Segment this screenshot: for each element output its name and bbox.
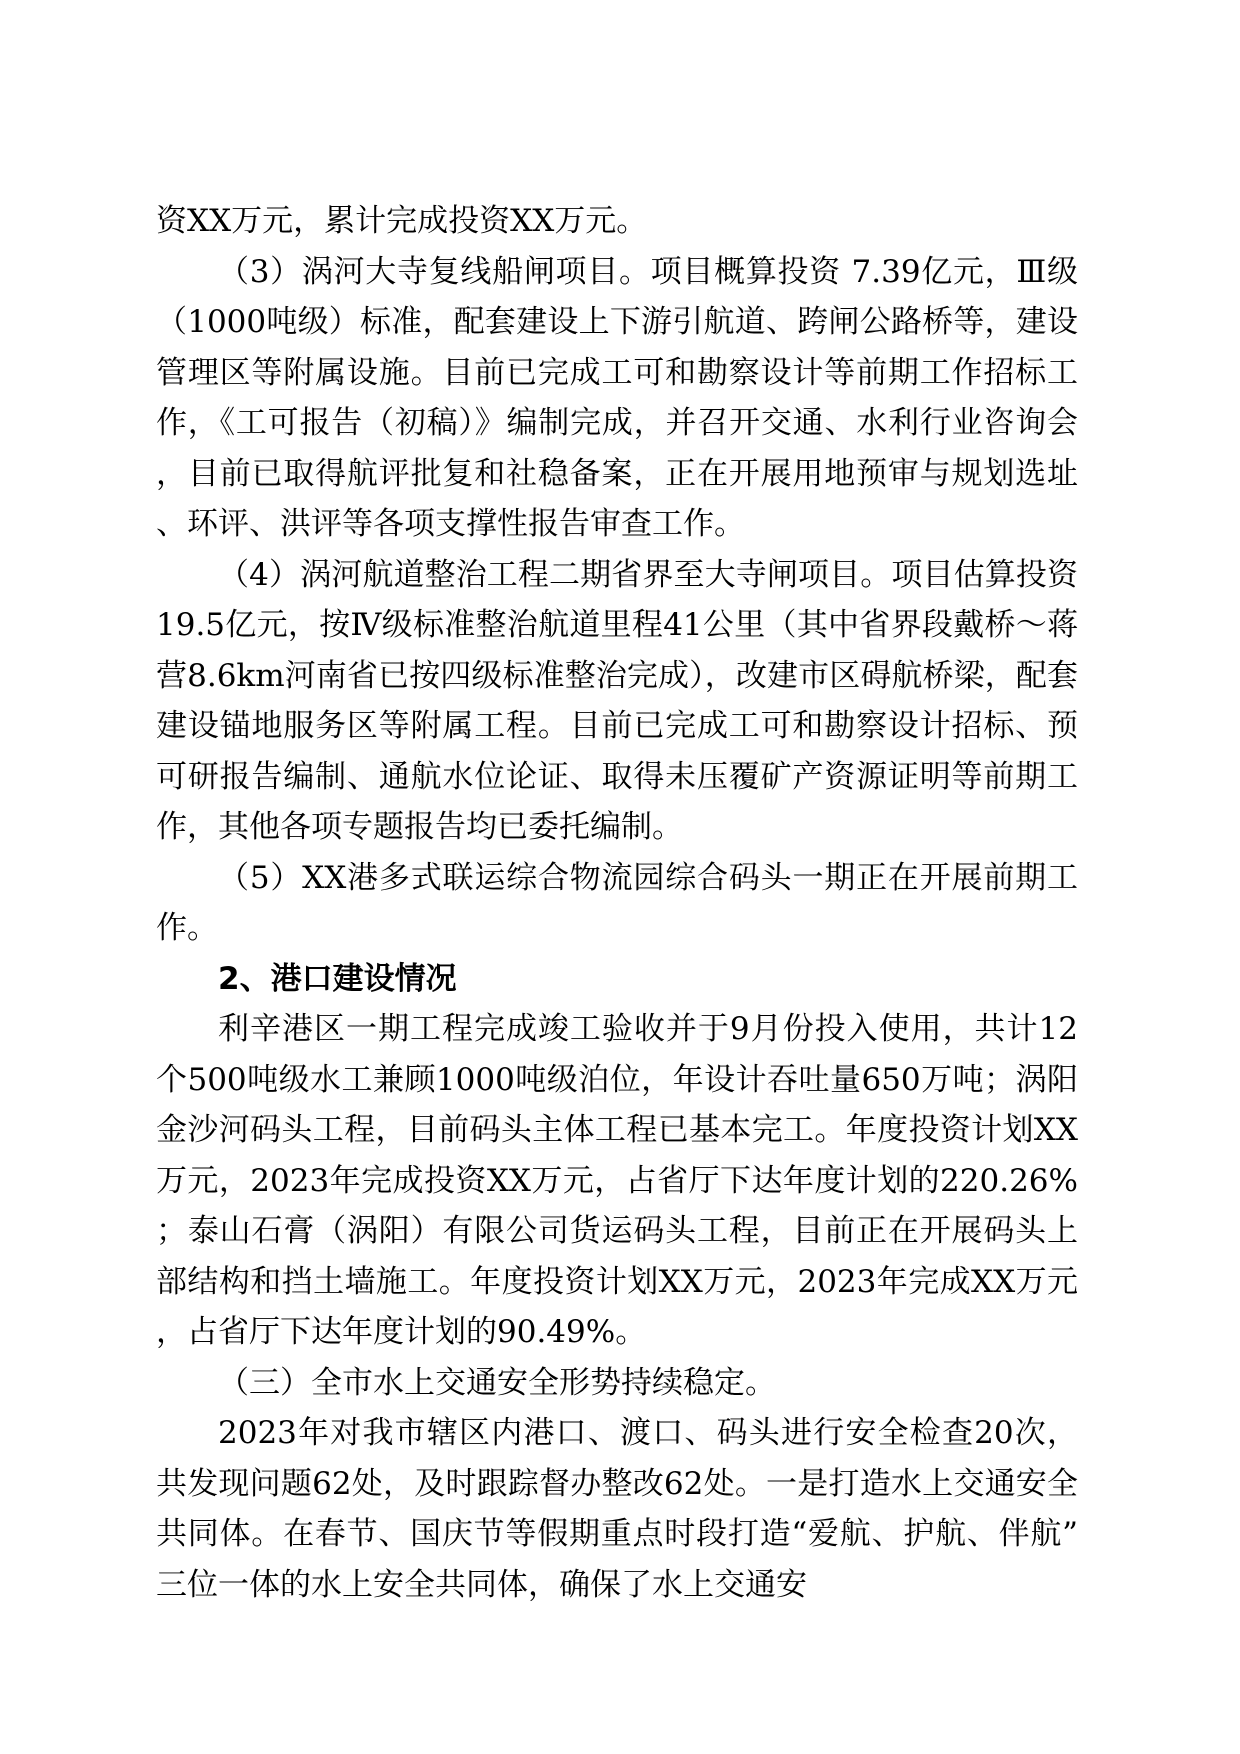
section-heading-water-safety: （三）全市水上交通安全形势持续稳定。 [218,1364,776,1401]
paragraph-item-5-logistics: （5）XX港多式联运综合物流园综合码头一期正在开展前期工作。 [156,859,1078,946]
paragraph-item-3-shiplock: （3）涡河大寺复线船闸项目。项目概算投资 7.39亿元，Ⅲ级（1000吨级）标准，配套建设上下游引航道、跨闸公路桥等，建设管理区等附属设施。目前已完成工可和勘察设计等前期工作招标工作，《工可报告（初稿）》编制完成，并召开交通、水利行业咨询会，目前已取得航评批复和社稳备案，正在开展用地预审与规划选址、环评、洪评等各项支撑性报告审查工作。 [156,253,1078,542]
paragraph-investment-continued: 资XX万元，累计完成投资XX万元。 [156,203,648,239]
document-body [156,196,1078,1610]
paragraph-water-safety: 2023年对我市辖区内港口、渡口、码头进行安全检查20次，共发现问题62处，及时跟踪督办整改62处。一是打造水上交通安全共同体。在春节、国庆节等假期重点时段打造“爱航、护航、伴航”三位一体的水上安全共同体，确保了水上交通安 [156,1415,1078,1603]
paragraph-item-4-waterway: （4）涡河航道整治工程二期省界至大寺闸项目。项目估算投资19.5亿元，按Ⅳ级标准整治航道里程41公里（其中省界段戴桥～蒋营8.6km河南省已按四级标准整治完成），改建市区碍航桥梁，配套建设锚地服务区等附属工程。目前已完成工可和勘察设计招标、预可研报告编制、通航水位论证、取得未压覆矿产资源证明等前期工作，其他各项专题报告均已委托编制。 [156,556,1078,845]
paragraph-port-construction: 利辛港区一期工程完成竣工验收并于9月份投入使用，共计12个500吨级水工兼顾1000吨级泊位，年设计吞吐量650万吨；涡阳金沙河码头工程，目前码头主体工程已基本完工。年度投资计划XX万元，2023年完成投资XX万元，占省厅下达年度计划的220.26%；泰山石膏（涡阳）有限公司货运码头工程，目前正在开展码头上部结构和挡土墙施工。年度投资计划XX万元，2023年完成XX万元，占省厅下达年度计划的90.49%。 [156,1011,1078,1350]
section-heading-port-construction: 2、港口建设情况 [218,960,457,997]
